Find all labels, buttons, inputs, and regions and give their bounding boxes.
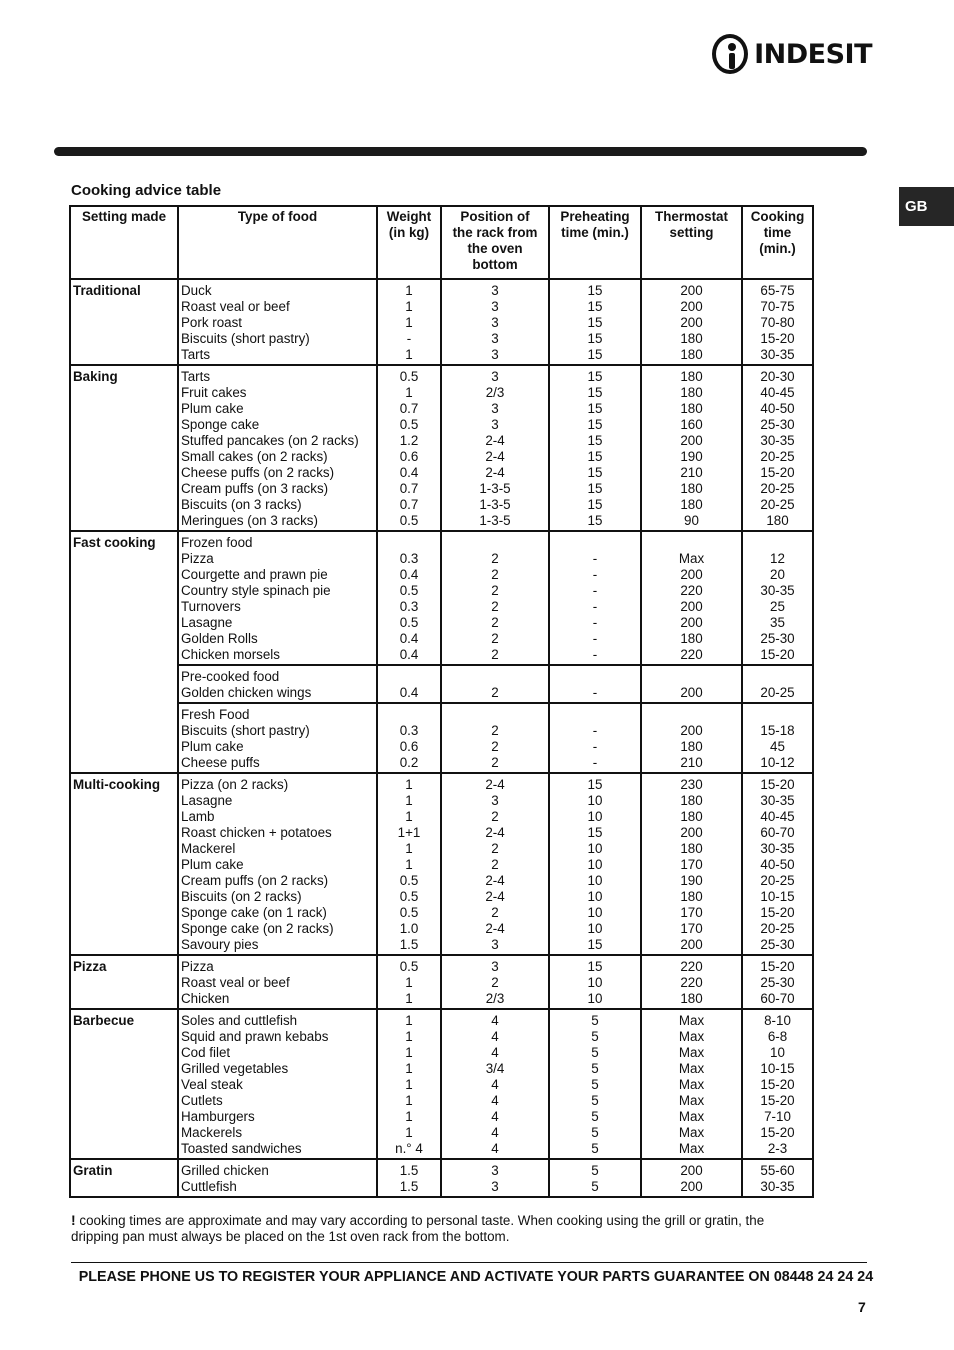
cell-cooking-time: 15-18 45 10-12 bbox=[742, 703, 813, 773]
cell-cooking-time: 20-30 40-45 40-50 25-30 30-35 20-25 15-20 20-25 20-25 180 bbox=[742, 365, 813, 531]
footer-divider bbox=[71, 1262, 867, 1263]
cell-weight: 0.3 0.6 0.2 bbox=[377, 703, 441, 773]
header-weight: Weight (in kg) bbox=[377, 206, 441, 279]
cell-preheating: 15 10 10 bbox=[549, 955, 641, 1009]
cell-food: Pizza (on 2 racks) Lasagne Lamb Roast chicken + potatoes Mackerel Plum cake Cream puffs (on 2 racks) Biscuits (on 2 racks) Sponge cake (on 1 rack) Sponge cake (on 2 racks) Savoury pies bbox=[178, 773, 377, 955]
cell-rack-position: 3 2/3 3 3 2-4 2-4 2-4 1-3-5 1-3-5 1-3-5 bbox=[441, 365, 549, 531]
header-food: Type of food bbox=[178, 206, 377, 279]
cell-setting: Fast cooking bbox=[70, 531, 178, 773]
indesit-logo-icon bbox=[712, 34, 748, 74]
header-rack-position: Position of the rack from the oven bottom bbox=[441, 206, 549, 279]
cell-weight: 1 1 1 1 1 1 1 1 n.° 4 bbox=[377, 1009, 441, 1159]
cell-preheating: - - - bbox=[549, 703, 641, 773]
cell-cooking-time: 15-20 25-30 60-70 bbox=[742, 955, 813, 1009]
cell-food: Duck Roast veal or beef Pork roast Biscuits (short pastry) Tarts bbox=[178, 279, 377, 365]
cell-rack-position: 3 2 2/3 bbox=[441, 955, 549, 1009]
header-divider bbox=[54, 147, 867, 156]
header-setting: Setting made bbox=[70, 206, 178, 279]
cell-rack-position: 3 3 3 3 3 bbox=[441, 279, 549, 365]
cell-weight: 1 1 1 1+1 1 1 0.5 0.5 0.5 1.0 1.5 bbox=[377, 773, 441, 955]
cell-cooking-time: 15-20 30-35 40-45 60-70 30-35 40-50 20-25 10-15 15-20 20-25 25-30 bbox=[742, 773, 813, 955]
cell-weight: 0.4 bbox=[377, 665, 441, 703]
table-row bbox=[70, 1159, 813, 1197]
cell-food: Frozen food Pizza Courgette and prawn pie Country style spinach pie Turnovers Lasagne Golden Rolls Chicken morsels bbox=[178, 531, 377, 665]
cell-preheating: 5 5 bbox=[549, 1159, 641, 1197]
registration-notice: PLEASE PHONE US TO REGISTER YOUR APPLIANCE AND ACTIVATE YOUR PARTS GUARANTEE ON 08448 24 24 24 bbox=[78, 1269, 874, 1285]
table-row bbox=[70, 531, 813, 665]
table-body bbox=[70, 279, 813, 1197]
cell-rack-position: 2 2 2 bbox=[441, 703, 549, 773]
cell-cooking-time: 12 20 30-35 25 35 25-30 15-20 bbox=[742, 531, 813, 665]
cell-setting: Baking bbox=[70, 365, 178, 531]
cell-preheating: 15 15 15 15 15 15 15 15 15 15 bbox=[549, 365, 641, 531]
cell-setting: Traditional bbox=[70, 279, 178, 365]
cell-preheating: 15 10 10 15 10 10 10 10 10 10 15 bbox=[549, 773, 641, 955]
cell-thermostat: 200 200 200 180 180 bbox=[641, 279, 742, 365]
cell-weight: 0.5 1 1 bbox=[377, 955, 441, 1009]
cell-setting: Barbecue bbox=[70, 1009, 178, 1159]
section-title: Cooking advice table bbox=[71, 182, 222, 199]
cell-weight: 1.5 1.5 bbox=[377, 1159, 441, 1197]
table-row bbox=[70, 703, 813, 773]
language-tab: GB bbox=[899, 187, 954, 226]
cell-thermostat: Max 200 220 200 200 180 220 bbox=[641, 531, 742, 665]
cell-cooking-time: 8-10 6-8 10 10-15 15-20 15-20 7-10 15-20 2-3 bbox=[742, 1009, 813, 1159]
cell-rack-position: 3 3 bbox=[441, 1159, 549, 1197]
cell-rack-position: 2 bbox=[441, 665, 549, 703]
cell-food: Fresh Food Biscuits (short pastry) Plum cake Cheese puffs bbox=[178, 703, 377, 773]
cell-weight: 1 1 1 - 1 bbox=[377, 279, 441, 365]
cell-food: Pre-cooked food Golden chicken wings bbox=[178, 665, 377, 703]
cell-rack-position: 2-4 3 2 2-4 2 2 2-4 2-4 2 2-4 3 bbox=[441, 773, 549, 955]
cell-thermostat: 200 200 bbox=[641, 1159, 742, 1197]
cell-setting: Pizza bbox=[70, 955, 178, 1009]
footnote-text: cooking times are approximate and may vary according to personal taste. When cooking using the grill or gratin, the dripping pan must always be placed on the 1st oven rack from the bottom. bbox=[71, 1213, 765, 1244]
cell-food: Pizza Roast veal or beef Chicken bbox=[178, 955, 377, 1009]
cell-thermostat: 200 180 210 bbox=[641, 703, 742, 773]
cell-rack-position: 4 4 4 3/4 4 4 4 4 4 bbox=[441, 1009, 549, 1159]
cell-weight: 0.3 0.4 0.5 0.3 0.5 0.4 0.4 bbox=[377, 531, 441, 665]
header-thermostat: Thermostat setting bbox=[641, 206, 742, 279]
table-row bbox=[70, 955, 813, 1009]
cell-cooking-time: 20-25 bbox=[742, 665, 813, 703]
cell-setting: Multi-cooking bbox=[70, 773, 178, 955]
cell-food: Grilled chicken Cuttlefish bbox=[178, 1159, 377, 1197]
footnote bbox=[71, 1212, 801, 1245]
cell-thermostat: 180 180 180 160 200 190 210 180 180 90 bbox=[641, 365, 742, 531]
table-row bbox=[70, 365, 813, 531]
cell-preheating: - bbox=[549, 665, 641, 703]
warning-mark: ! bbox=[71, 1212, 76, 1228]
cell-weight: 0.5 1 0.7 0.5 1.2 0.6 0.4 0.7 0.7 0.5 bbox=[377, 365, 441, 531]
cell-preheating: 5 5 5 5 5 5 5 5 5 bbox=[549, 1009, 641, 1159]
cell-rack-position: 2 2 2 2 2 2 2 bbox=[441, 531, 549, 665]
table-row bbox=[70, 773, 813, 955]
brand-logo bbox=[712, 30, 872, 78]
brand-name: INDESIT bbox=[754, 38, 872, 70]
page-number: 7 bbox=[858, 1299, 866, 1315]
cell-cooking-time: 65-75 70-75 70-80 15-20 30-35 bbox=[742, 279, 813, 365]
cell-thermostat: 200 bbox=[641, 665, 742, 703]
cell-thermostat: Max Max Max Max Max Max Max Max Max bbox=[641, 1009, 742, 1159]
header-cooking-time: Cooking time (min.) bbox=[742, 206, 813, 279]
table-row bbox=[70, 1009, 813, 1159]
cell-cooking-time: 55-60 30-35 bbox=[742, 1159, 813, 1197]
table-row bbox=[70, 665, 813, 703]
cell-preheating: 15 15 15 15 15 bbox=[549, 279, 641, 365]
cell-setting: Gratin bbox=[70, 1159, 178, 1197]
cell-preheating: - - - - - - - bbox=[549, 531, 641, 665]
cell-thermostat: 220 220 180 bbox=[641, 955, 742, 1009]
header-preheating: Preheating time (min.) bbox=[549, 206, 641, 279]
table-row bbox=[70, 279, 813, 365]
cell-food: Soles and cuttlefish Squid and prawn kebabs Cod filet Grilled vegetables Veal steak Cutlets Hamburgers Mackerels Toasted sandwiches bbox=[178, 1009, 377, 1159]
cell-thermostat: 230 180 180 200 180 170 190 180 170 170 200 bbox=[641, 773, 742, 955]
cooking-advice-table bbox=[69, 205, 814, 1198]
table-header-row bbox=[70, 206, 813, 279]
cell-food: Tarts Fruit cakes Plum cake Sponge cake Stuffed pancakes (on 2 racks) Small cakes (on 2 racks) Cheese puffs (on 2 racks) Cream puffs (on 3 racks) Biscuits (on 3 racks) Meringues (on 3 racks) bbox=[178, 365, 377, 531]
